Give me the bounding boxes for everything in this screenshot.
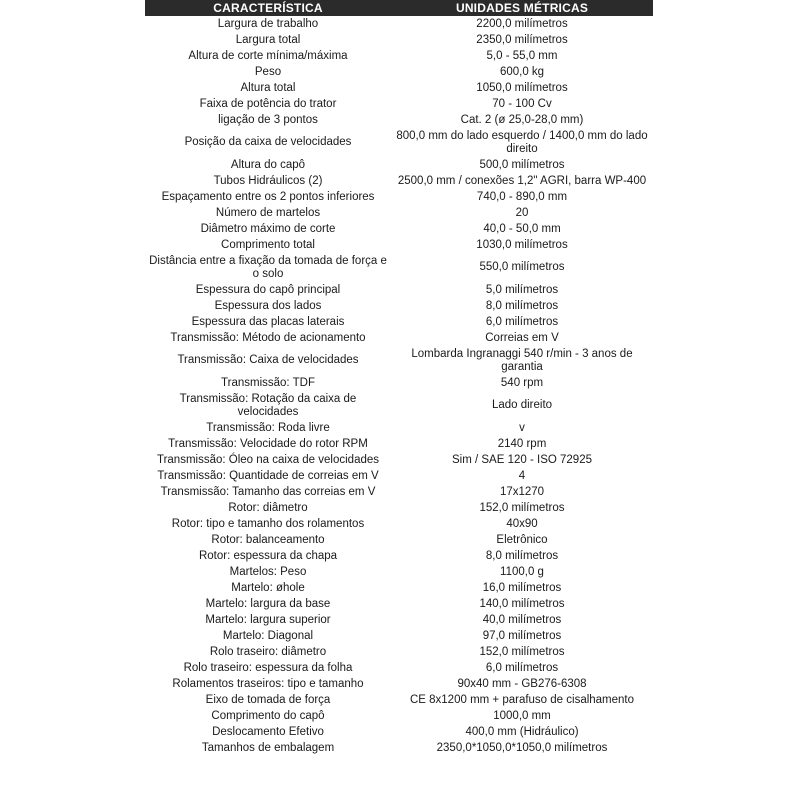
feature-cell: Peso: [254, 65, 282, 78]
value-cell: 4: [518, 469, 526, 482]
header-metric-units: UNIDADES MÉTRICAS: [391, 0, 653, 16]
value-cell: 2200,0 milímetros: [476, 17, 568, 30]
header-row: [145, 0, 653, 16]
table-row: [145, 516, 653, 532]
feature-cell: Martelo: largura superior: [205, 613, 331, 626]
table-row: [145, 676, 653, 692]
value-cell: Lombarda Ingranaggi 540 r/min - 3 anos de garantia: [411, 347, 633, 373]
value-cell: v: [519, 421, 525, 434]
table-row: [145, 436, 653, 452]
feature-cell: Distância entre a fixação da tomada de força e o solo: [149, 254, 387, 280]
value-cell: 2350,0 milímetros: [476, 33, 568, 46]
feature-cell: Transmissão: Método de acionamento: [170, 331, 366, 344]
value-cell: 1100,0 g: [500, 565, 544, 578]
feature-cell: Comprimento total: [221, 238, 315, 251]
table-row: [145, 32, 653, 48]
feature-cell: Número de martelos: [215, 206, 321, 219]
feature-cell: Espaçamento entre os 2 pontos inferiores: [161, 190, 375, 203]
value-cell: 2140 rpm: [497, 437, 547, 450]
table-row: [145, 391, 653, 420]
feature-cell: Transmissão: Rotação da caixa de velocidades: [179, 392, 357, 418]
feature-cell: Martelo: largura da base: [205, 597, 331, 610]
feature-cell: ligação de 3 pontos: [218, 113, 318, 126]
table-row: [145, 237, 653, 253]
value-cell: 600,0 kg: [499, 65, 545, 78]
feature-cell: Transmissão: Roda livre: [206, 421, 330, 434]
table-row: [145, 644, 653, 660]
value-cell: 40,0 milímetros: [482, 613, 562, 626]
table-row: [145, 724, 653, 740]
value-cell: 70 - 100 Cv: [492, 97, 552, 110]
table-row: [145, 298, 653, 314]
table-row: [145, 282, 653, 298]
value-cell: 90x40 mm - GB276-6308: [457, 677, 587, 690]
value-cell: Lado direito: [491, 399, 553, 411]
value-cell: 20: [515, 206, 529, 219]
table-row: [145, 80, 653, 96]
specifications-table: [145, 0, 653, 756]
table-row: [145, 96, 653, 112]
value-cell: 140,0 milímetros: [479, 597, 565, 610]
value-cell: 2500,0 mm / conexões 1,2" AGRI, barra WP-400: [397, 174, 647, 187]
table-row: [145, 628, 653, 644]
table-row: [145, 548, 653, 564]
feature-cell: Transmissão: Caixa de velocidades: [177, 354, 359, 366]
value-cell: 17x1270: [499, 485, 545, 498]
value-cell: 740,0 - 890,0 mm: [476, 190, 568, 203]
feature-cell: Rotor: balanceamento: [211, 533, 325, 546]
table-row: [145, 157, 653, 173]
table-row: [145, 128, 653, 157]
feature-cell: Transmissão: Quantidade de correias em V: [157, 469, 379, 482]
value-cell: 97,0 milímetros: [482, 629, 562, 642]
feature-cell: Faixa de potência do trator: [199, 97, 337, 110]
feature-cell: Rolamentos traseiros: tipo e tamanho: [172, 677, 364, 690]
value-cell: CE 8x1200 mm + parafuso de cisalhamento: [409, 693, 635, 706]
table-row: [145, 189, 653, 205]
table-row: [145, 346, 653, 375]
table-row: [145, 48, 653, 64]
feature-cell: Largura total: [235, 33, 301, 46]
value-cell: 40,0 - 50,0 mm: [483, 222, 561, 235]
table-row: [145, 16, 653, 32]
feature-cell: Altura do capô: [230, 158, 306, 171]
table-row: [145, 64, 653, 80]
feature-cell: Diâmetro máximo de corte: [200, 222, 336, 235]
feature-cell: Martelo: øhole: [231, 581, 305, 594]
value-cell: Correias em V: [485, 331, 559, 344]
table-row: [145, 612, 653, 628]
feature-cell: Deslocamento Efetivo: [212, 725, 324, 738]
table-header: [145, 0, 653, 16]
table-row: [145, 580, 653, 596]
feature-cell: Rotor: diâmetro: [228, 501, 308, 514]
table-row: [145, 112, 653, 128]
table-row: [145, 484, 653, 500]
feature-cell: Transmissão: Velocidade do rotor RPM: [168, 437, 368, 450]
feature-cell: Altura total: [240, 81, 296, 94]
value-cell: 8,0 milímetros: [485, 299, 559, 312]
feature-cell: Transmissão: Óleo na caixa de velocidades: [156, 453, 380, 466]
header-feature: CARACTERÍSTICA: [145, 0, 391, 16]
value-cell: 6,0 milímetros: [485, 661, 559, 674]
table-row: [145, 564, 653, 580]
table-row: [145, 660, 653, 676]
feature-cell: Espessura dos lados: [214, 299, 322, 312]
feature-cell: Posição da caixa de velocidades: [184, 136, 352, 148]
value-cell: 1000,0 mm: [493, 709, 551, 722]
value-cell: Cat. 2 (ø 25,0-28,0 mm): [460, 113, 584, 126]
feature-cell: Largura de trabalho: [217, 17, 319, 30]
value-cell: 500,0 milímetros: [479, 158, 565, 171]
feature-cell: Rotor: espessura da chapa: [198, 549, 338, 562]
value-cell: 152,0 milímetros: [479, 501, 565, 514]
table-row: [145, 500, 653, 516]
table-row: [145, 330, 653, 346]
feature-cell: Eixo de tomada de força: [205, 693, 331, 706]
value-cell: 1030,0 milímetros: [476, 238, 568, 251]
value-cell: 8,0 milímetros: [485, 549, 559, 562]
table-row: [145, 452, 653, 468]
feature-cell: Comprimento do capô: [211, 709, 325, 722]
value-cell: 16,0 milímetros: [482, 581, 562, 594]
table-row: [145, 420, 653, 436]
feature-cell: Espessura do capô principal: [195, 283, 341, 296]
value-cell: 152,0 milímetros: [479, 645, 565, 658]
value-cell: Sim / SAE 120 - ISO 72925: [452, 453, 592, 466]
feature-cell: Espessura das placas laterais: [191, 315, 345, 328]
feature-cell: Altura de corte mínima/máxima: [188, 49, 348, 62]
table-row: [145, 532, 653, 548]
value-cell: 6,0 milímetros: [485, 315, 559, 328]
table-row: [145, 253, 653, 282]
feature-cell: Tamanhos de embalagem: [201, 741, 335, 754]
value-cell: 1050,0 milímetros: [476, 81, 568, 94]
value-cell: Eletrônico: [496, 533, 548, 546]
table-row: [145, 468, 653, 484]
value-cell: 5,0 milímetros: [485, 283, 559, 296]
table-row: [145, 375, 653, 391]
value-cell: 550,0 milímetros: [479, 261, 565, 273]
value-cell: 540 rpm: [500, 376, 544, 389]
table-row: [145, 173, 653, 189]
feature-cell: Rotor: tipo e tamanho dos rolamentos: [171, 517, 365, 530]
table-row: [145, 692, 653, 708]
feature-cell: Martelo: Diagonal: [222, 629, 314, 642]
feature-cell: Rolo traseiro: espessura da folha: [183, 661, 353, 674]
feature-cell: Transmissão: TDF: [221, 376, 315, 389]
feature-cell: Rolo traseiro: diâmetro: [209, 645, 327, 658]
table-row: [145, 314, 653, 330]
table-row: [145, 740, 653, 756]
value-cell: 40x90: [506, 517, 538, 530]
value-cell: 5,0 - 55,0 mm: [486, 49, 558, 62]
table-row: [145, 708, 653, 724]
table-row: [145, 596, 653, 612]
feature-cell: Transmissão: Tamanho das correias em V: [160, 485, 376, 498]
table-body: [145, 16, 653, 756]
value-cell: 800,0 mm do lado esquerdo / 1400,0 mm do lado direito: [396, 129, 648, 155]
feature-cell: Tubos Hidráulicos (2): [213, 174, 323, 187]
feature-cell: Martelos: Peso: [229, 565, 307, 578]
table-row: [145, 205, 653, 221]
value-cell: 400,0 mm (Hidráulico): [465, 725, 579, 738]
table-row: [145, 221, 653, 237]
value-cell: 2350,0*1050,0*1050,0 milímetros: [436, 741, 608, 754]
